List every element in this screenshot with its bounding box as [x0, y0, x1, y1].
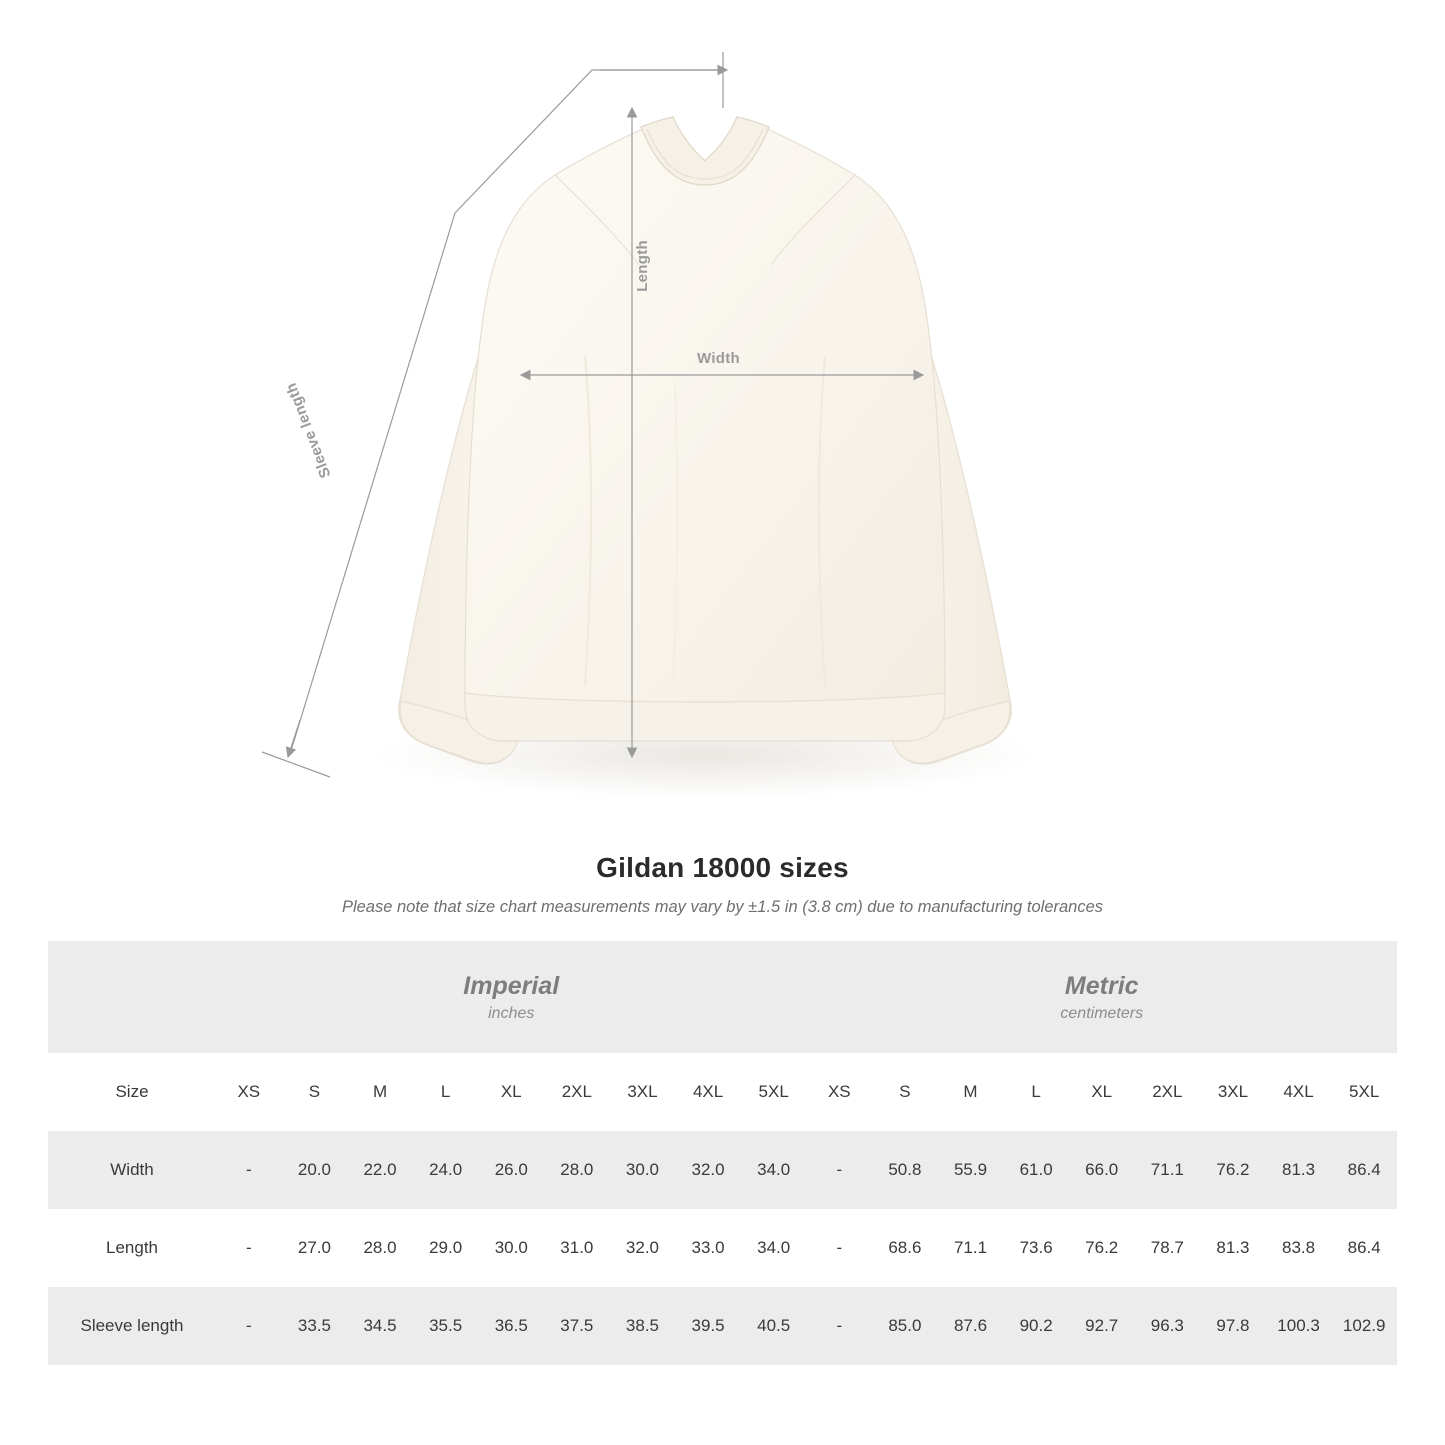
imperial-header: [216, 941, 806, 1053]
cell-width-metric-s: 50.8: [872, 1131, 938, 1209]
col-header-imperial-l: L: [413, 1053, 479, 1131]
cell-sleeve-imperial-l: 35.5: [413, 1287, 479, 1365]
units-header-row: [48, 941, 1397, 1053]
cell-length-imperial-4xl: 33.0: [675, 1209, 741, 1287]
metric-system-label: Metric: [1064, 972, 1139, 1001]
cell-width-metric-l: 61.0: [1003, 1131, 1069, 1209]
cell-length-metric-4xl: 83.8: [1266, 1209, 1332, 1287]
cell-width-imperial-m: 22.0: [347, 1131, 413, 1209]
cell-width-metric-4xl: 81.3: [1266, 1131, 1332, 1209]
row-label-sleeve-length: Sleeve length: [48, 1287, 216, 1365]
cell-width-metric-xl: 66.0: [1069, 1131, 1135, 1209]
col-header-metric-xs: XS: [806, 1053, 872, 1131]
cell-sleeve-metric-3xl: 97.8: [1200, 1287, 1266, 1365]
col-header-metric-5xl: 5XL: [1331, 1053, 1397, 1131]
width-label: Width: [697, 350, 741, 367]
table-row-width: [48, 1131, 1397, 1209]
cell-sleeve-metric-5xl: 102.9: [1331, 1287, 1397, 1365]
imperial-system-label: Imperial: [463, 972, 560, 1001]
imperial-unit-label: inches: [488, 1004, 535, 1022]
col-header-imperial-5xl: 5XL: [741, 1053, 807, 1131]
cell-width-imperial-xl: 26.0: [478, 1131, 544, 1209]
col-header-metric-s: S: [872, 1053, 938, 1131]
cell-sleeve-imperial-m: 34.5: [347, 1287, 413, 1365]
col-header-metric-3xl: 3XL: [1200, 1053, 1266, 1131]
cell-sleeve-imperial-3xl: 38.5: [610, 1287, 676, 1365]
table-row-length: [48, 1209, 1397, 1287]
cell-length-imperial-s: 27.0: [282, 1209, 348, 1287]
cell-width-imperial-l: 24.0: [413, 1131, 479, 1209]
cell-length-metric-3xl: 81.3: [1200, 1209, 1266, 1287]
table-row-sleeve-length: [48, 1287, 1397, 1365]
row-label-length: Length: [48, 1209, 216, 1287]
size-header-row: [48, 1053, 1397, 1131]
cell-length-metric-xl: 76.2: [1069, 1209, 1135, 1287]
cell-sleeve-imperial-xs: -: [216, 1287, 282, 1365]
cell-sleeve-metric-4xl: 100.3: [1266, 1287, 1332, 1365]
cell-sleeve-metric-m: 87.6: [938, 1287, 1004, 1365]
size-header-cell: Size: [48, 1053, 216, 1131]
col-header-metric-2xl: 2XL: [1135, 1053, 1201, 1131]
cell-length-imperial-xl: 30.0: [478, 1209, 544, 1287]
tolerance-note: Please note that size chart measurements may vary by ±1.5 in (3.8 cm) due to manufacturing tolerances: [341, 898, 1104, 916]
col-header-imperial-m: M: [347, 1053, 413, 1131]
col-header-imperial-4xl: 4XL: [675, 1053, 741, 1131]
cell-sleeve-metric-s: 85.0: [872, 1287, 938, 1365]
cell-width-imperial-s: 20.0: [282, 1131, 348, 1209]
col-header-metric-l: L: [1003, 1053, 1069, 1131]
cell-width-imperial-2xl: 28.0: [544, 1131, 610, 1209]
cell-length-imperial-2xl: 31.0: [544, 1209, 610, 1287]
cell-sleeve-metric-xl: 92.7: [1069, 1287, 1135, 1365]
cell-length-imperial-xs: -: [216, 1209, 282, 1287]
col-header-imperial-s: S: [282, 1053, 348, 1131]
cell-sleeve-metric-l: 90.2: [1003, 1287, 1069, 1365]
cell-width-imperial-3xl: 30.0: [610, 1131, 676, 1209]
col-header-metric-m: M: [938, 1053, 1004, 1131]
length-label: Length: [634, 240, 651, 292]
cell-sleeve-imperial-4xl: 39.5: [675, 1287, 741, 1365]
col-header-imperial-3xl: 3XL: [610, 1053, 676, 1131]
col-header-imperial-xl: XL: [478, 1053, 544, 1131]
page-title: Gildan 18000 sizes: [596, 852, 849, 883]
cell-width-metric-xs: -: [806, 1131, 872, 1209]
cell-width-metric-m: 55.9: [938, 1131, 1004, 1209]
metric-header: [806, 941, 1397, 1053]
cell-sleeve-imperial-s: 33.5: [282, 1287, 348, 1365]
metric-unit-label: centimeters: [1060, 1004, 1144, 1022]
size-chart-table: [48, 941, 1397, 1365]
cell-sleeve-imperial-5xl: 40.5: [741, 1287, 807, 1365]
cell-length-metric-xs: -: [806, 1209, 872, 1287]
cell-width-imperial-4xl: 32.0: [675, 1131, 741, 1209]
sleeve-length-label: Sleeve length: [282, 380, 335, 481]
cell-width-metric-5xl: 86.4: [1331, 1131, 1397, 1209]
cell-sleeve-metric-2xl: 96.3: [1135, 1287, 1201, 1365]
cell-length-imperial-l: 29.0: [413, 1209, 479, 1287]
cell-sleeve-imperial-2xl: 37.5: [544, 1287, 610, 1365]
col-header-metric-xl: XL: [1069, 1053, 1135, 1131]
col-header-metric-4xl: 4XL: [1266, 1053, 1332, 1131]
col-header-imperial-xs: XS: [216, 1053, 282, 1131]
cell-length-metric-s: 68.6: [872, 1209, 938, 1287]
cell-length-metric-m: 71.1: [938, 1209, 1004, 1287]
cell-width-imperial-5xl: 34.0: [741, 1131, 807, 1209]
cell-length-imperial-5xl: 34.0: [741, 1209, 807, 1287]
cell-width-metric-3xl: 76.2: [1200, 1131, 1266, 1209]
size-chart-table-wrap: [48, 941, 1397, 1365]
cell-length-metric-2xl: 78.7: [1135, 1209, 1201, 1287]
cell-length-imperial-3xl: 32.0: [610, 1209, 676, 1287]
cell-length-metric-5xl: 86.4: [1331, 1209, 1397, 1287]
cell-length-imperial-m: 28.0: [347, 1209, 413, 1287]
col-header-imperial-2xl: 2XL: [544, 1053, 610, 1131]
cell-sleeve-imperial-xl: 36.5: [478, 1287, 544, 1365]
row-label-width: Width: [48, 1131, 216, 1209]
cell-width-metric-2xl: 71.1: [1135, 1131, 1201, 1209]
cell-width-imperial-xs: -: [216, 1131, 282, 1209]
units-header-spacer: [48, 941, 216, 1053]
cell-sleeve-metric-xs: -: [806, 1287, 872, 1365]
title-block: [0, 852, 1445, 917]
cell-length-metric-l: 73.6: [1003, 1209, 1069, 1287]
